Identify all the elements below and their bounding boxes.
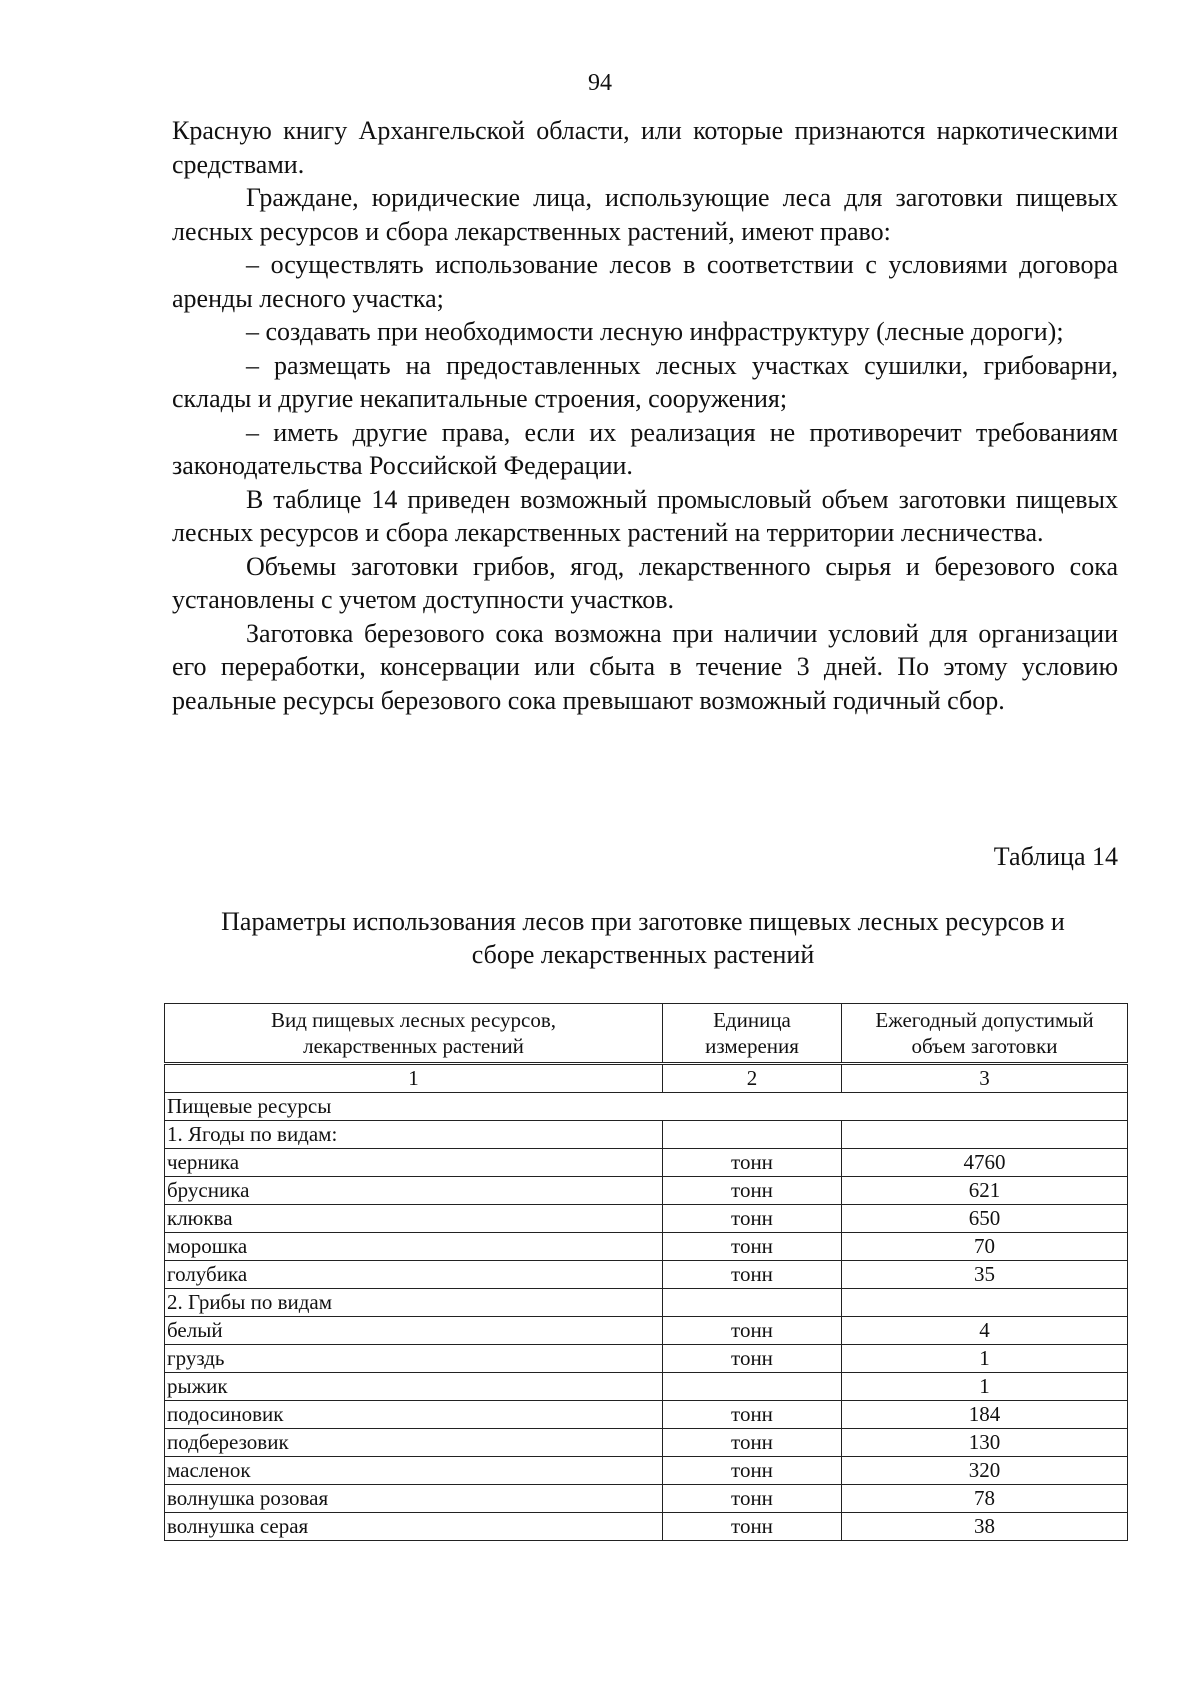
list-item: – осуществлять использование лесов в соответствии с условиями договора аренды лесного участка; (172, 250, 1118, 313)
table-row (165, 1373, 1128, 1401)
unit-cell: тонн (663, 1485, 842, 1513)
table-label: Таблица 14 (993, 842, 1118, 871)
table-row (165, 1513, 1128, 1541)
resource-name-cell: 2. Грибы по видам (165, 1289, 663, 1317)
page-number: 94 (588, 70, 612, 96)
table-row (165, 1177, 1128, 1205)
header-line: объем заготовки (911, 1034, 1058, 1058)
table-row (165, 1345, 1128, 1373)
resource-name-cell: голубика (165, 1261, 663, 1289)
header-line: измерения (705, 1034, 799, 1058)
paragraph: Красную книгу Архангельской области, или которые признаются наркотическими средствами. (172, 116, 1118, 179)
volume-cell: 4 (842, 1317, 1128, 1345)
table-row (165, 1233, 1128, 1261)
table-title-line: сборе лекарственных растений (471, 940, 815, 969)
list-item: – размещать на предоставленных лесных участках сушилки, грибоварни, склады и другие некапитальные строения, сооружения; (172, 350, 1118, 413)
volume-cell: 130 (842, 1429, 1128, 1457)
resource-name-cell: морошка (165, 1233, 663, 1261)
volume-cell: 4760 (842, 1149, 1128, 1177)
volume-cell: 38 (842, 1513, 1128, 1541)
volume-cell: 1 (842, 1345, 1128, 1373)
table-row (165, 1485, 1128, 1513)
unit-cell: тонн (663, 1261, 842, 1289)
paragraph: В таблице 14 приведен возможный промысловый объем заготовки пищевых лесных ресурсов и сбора лекарственных растений на территории лесничества. (172, 484, 1118, 547)
unit-cell: тонн (663, 1233, 842, 1261)
volume-cell: 650 (842, 1205, 1128, 1233)
resource-name-cell: белый (165, 1317, 663, 1345)
table-row (165, 1429, 1128, 1457)
unit-cell: тонн (663, 1345, 842, 1373)
table-title (150, 905, 1136, 971)
resource-name-cell: подберезовик (165, 1429, 663, 1457)
column-number: 2 (663, 1064, 842, 1093)
resource-name-cell: подосиновик (165, 1401, 663, 1429)
header-line: Единица (713, 1008, 791, 1032)
resource-name-cell: масленок (165, 1457, 663, 1485)
resource-name-cell: брусника (165, 1177, 663, 1205)
unit-cell (663, 1289, 842, 1317)
column-number: 1 (165, 1064, 663, 1093)
resource-name-cell: 1. Ягоды по видам: (165, 1121, 663, 1149)
unit-cell: тонн (663, 1177, 842, 1205)
paragraph: Заготовка березового сока возможна при наличии условий для организации его переработки, консервации или сбыта в течение 3 дней. По этому условию реальные ресурсы березового сока превышают возможный годичный сбор. (172, 618, 1118, 715)
volume-cell: 621 (842, 1177, 1128, 1205)
volume-cell: 184 (842, 1401, 1128, 1429)
volume-cell: 70 (842, 1233, 1128, 1261)
section-row (165, 1093, 1128, 1121)
header-unit (663, 1004, 842, 1064)
resource-name-cell: волнушка розовая (165, 1485, 663, 1513)
column-number: 3 (842, 1064, 1128, 1093)
resource-name-cell: клюква (165, 1205, 663, 1233)
resource-name-cell: груздь (165, 1345, 663, 1373)
table-row (165, 1149, 1128, 1177)
unit-cell: тонн (663, 1205, 842, 1233)
volume-cell: 1 (842, 1373, 1128, 1401)
list-item: – иметь другие права, если их реализация не противоречит требованиям законодательства Российской Федерации. (172, 417, 1118, 480)
volume-cell: 35 (842, 1261, 1128, 1289)
section-title: Пищевые ресурсы (165, 1093, 1128, 1121)
unit-cell (663, 1373, 842, 1401)
table-row (165, 1205, 1128, 1233)
table-row (165, 1121, 1128, 1149)
header-line: лекарственных растений (303, 1034, 524, 1058)
unit-cell: тонн (663, 1149, 842, 1177)
unit-cell: тонн (663, 1317, 842, 1345)
resource-name-cell: черника (165, 1149, 663, 1177)
header-annual-volume (842, 1004, 1128, 1064)
resource-name-cell: рыжик (165, 1373, 663, 1401)
table-row (165, 1401, 1128, 1429)
unit-cell: тонн (663, 1457, 842, 1485)
paragraph: Граждане, юридические лица, использующие леса для заготовки пищевых лесных ресурсов и сбора лекарственных растений, имеют право: (172, 183, 1118, 246)
volume-cell (842, 1121, 1128, 1149)
volume-cell (842, 1289, 1128, 1317)
unit-cell: тонн (663, 1401, 842, 1429)
table-row (165, 1261, 1128, 1289)
header-resource-type (165, 1004, 663, 1064)
resources-table (164, 1003, 1128, 1541)
paragraph: Объемы заготовки грибов, ягод, лекарственного сырья и березового сока установлены с учетом доступности участков. (172, 551, 1118, 614)
unit-cell (663, 1121, 842, 1149)
unit-cell: тонн (663, 1513, 842, 1541)
header-line: Вид пищевых лесных ресурсов, (270, 1008, 557, 1032)
column-number-row (165, 1064, 1128, 1093)
table-row (165, 1317, 1128, 1345)
table-title-line: Параметры использования лесов при заготовке пищевых лесных ресурсов и (221, 907, 1065, 936)
resource-name-cell: волнушка серая (165, 1513, 663, 1541)
volume-cell: 320 (842, 1457, 1128, 1485)
table-header-row (165, 1004, 1128, 1064)
header-line: Ежегодный допустимый (875, 1008, 1094, 1032)
table-row (165, 1289, 1128, 1317)
table-row (165, 1457, 1128, 1485)
list-item: – создавать при необходимости лесную инфраструктуру (лесные дороги); (246, 317, 1064, 346)
volume-cell: 78 (842, 1485, 1128, 1513)
unit-cell: тонн (663, 1429, 842, 1457)
body-text (172, 114, 1118, 717)
